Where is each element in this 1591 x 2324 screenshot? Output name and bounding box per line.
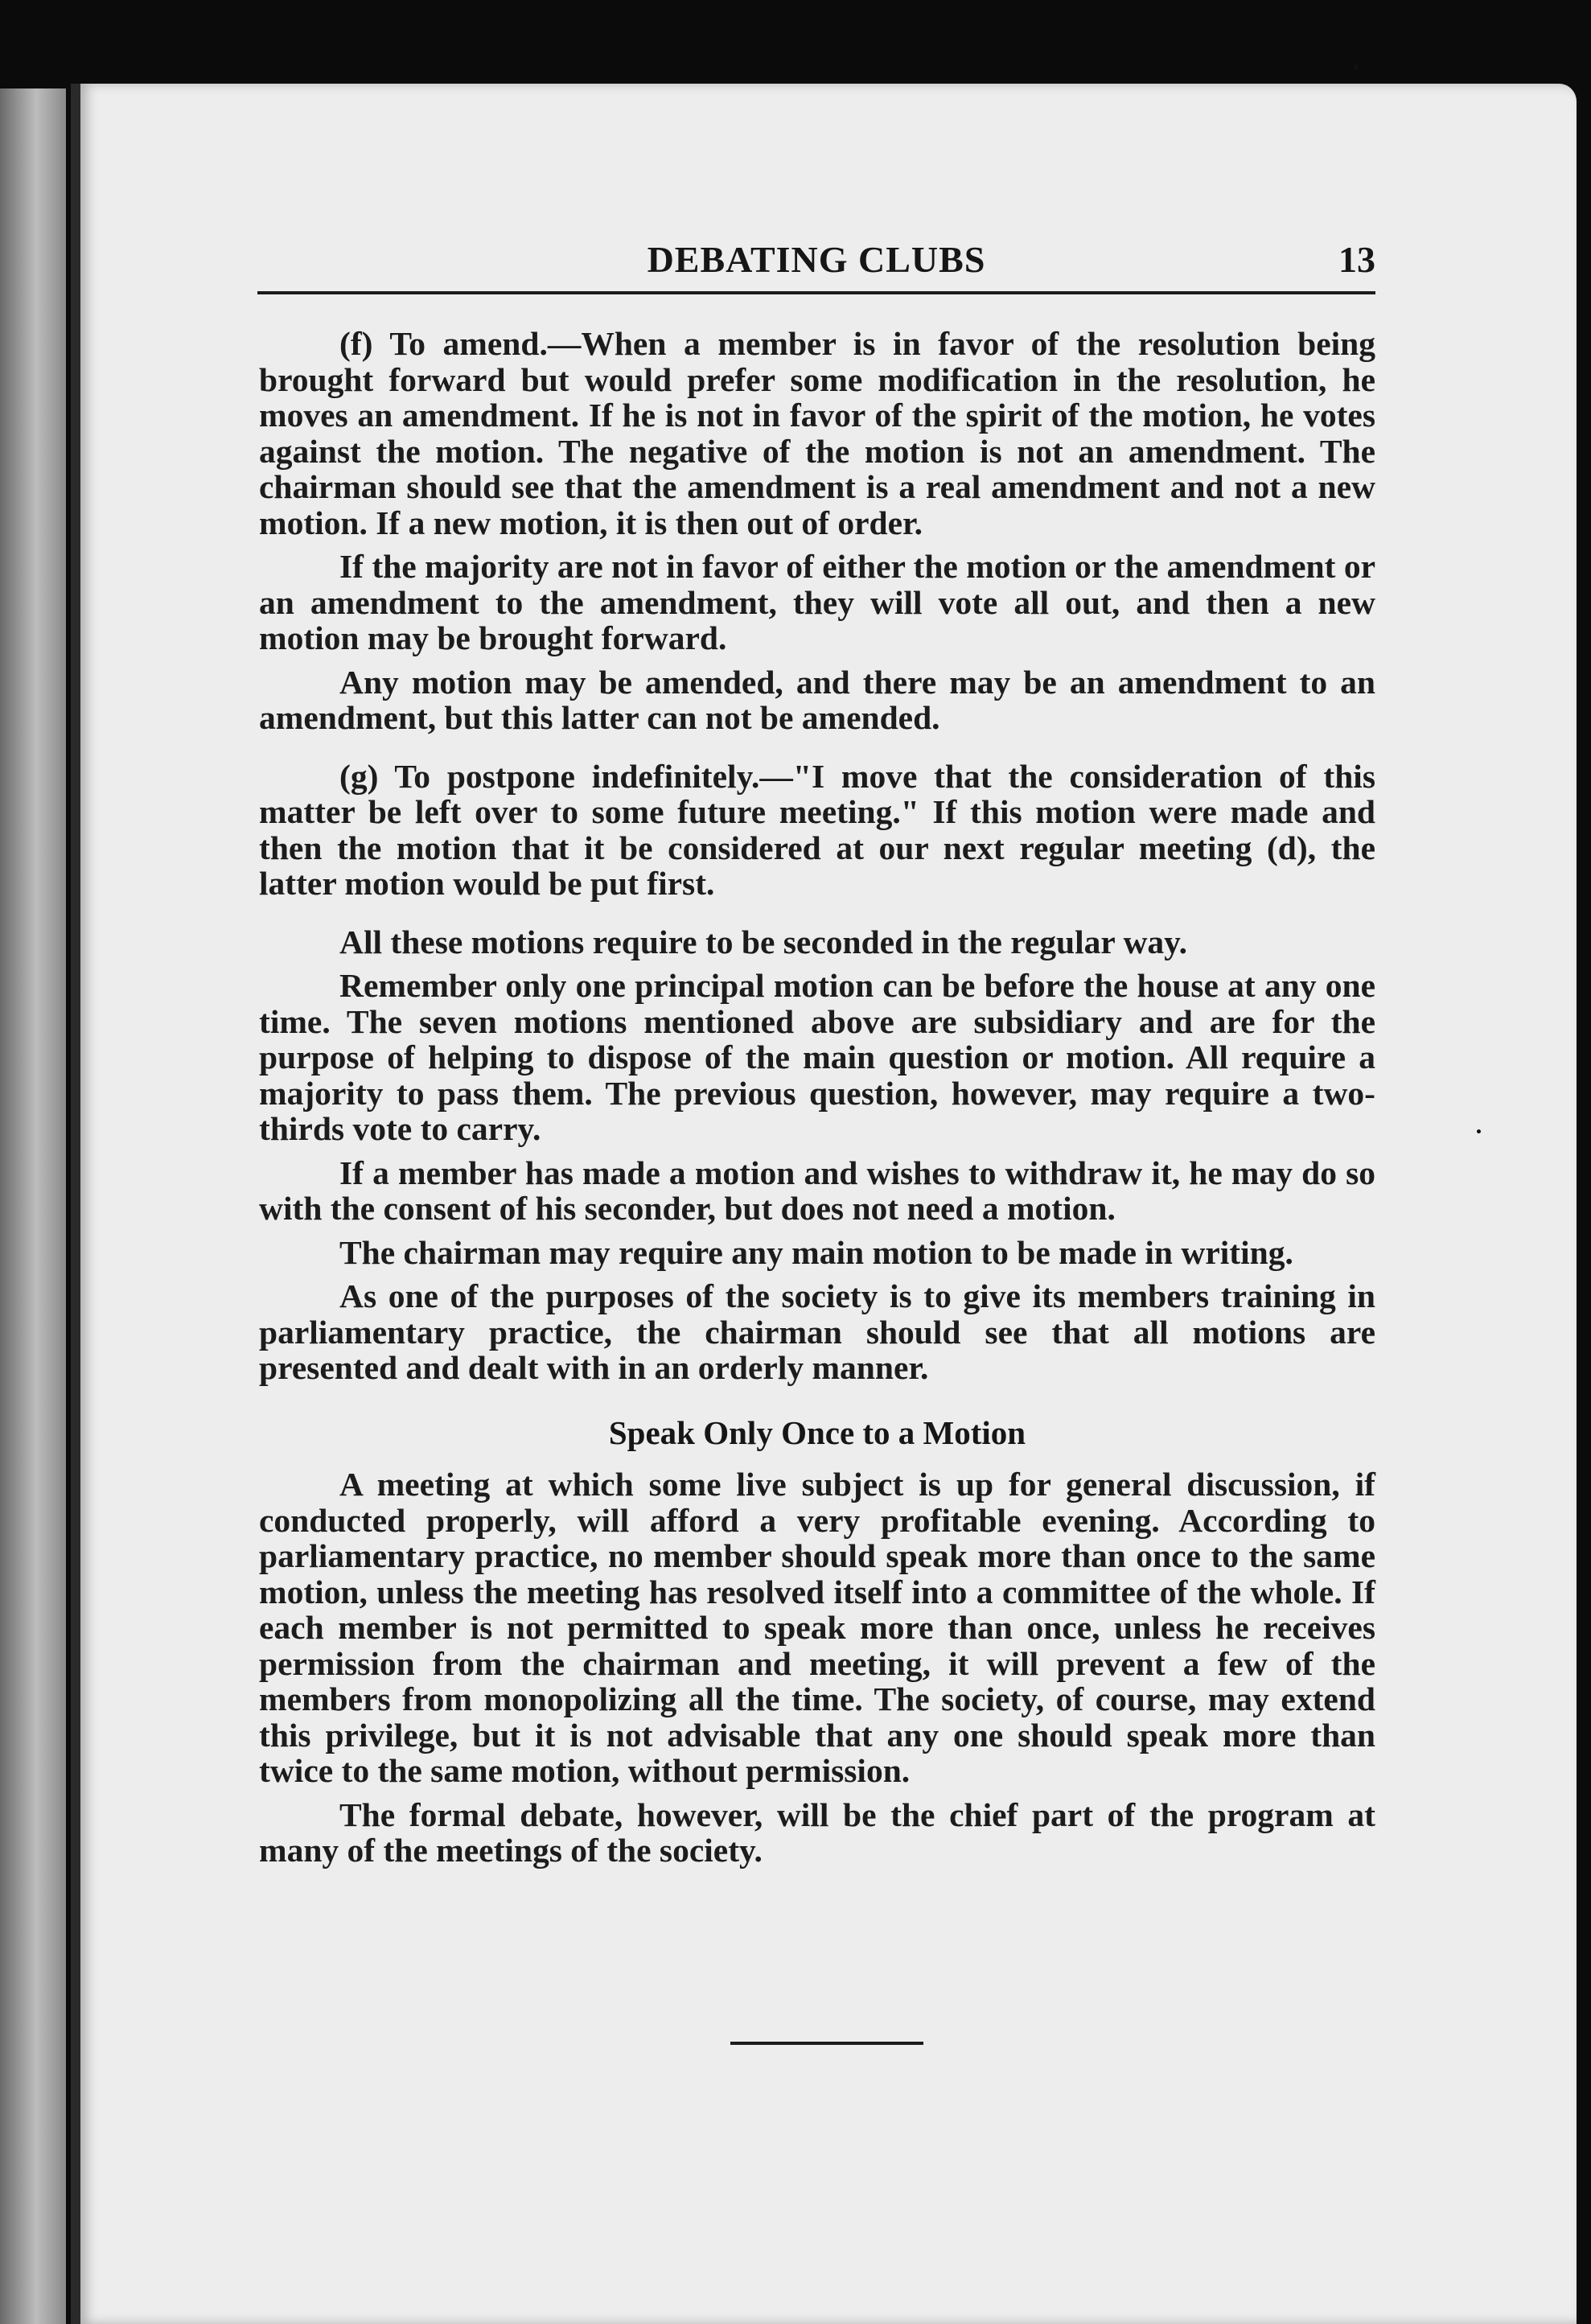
paragraph-text: —When a member is in favor of the resolution being brought forward but would prefer some modification in the resolution, he moves an amendment. If he is not in favor of the spirit of the motion, he votes against the motion. The negative of the motion is not an amendment. The chairman should see that the amendment is a real amendment and not a new motion. If a new motion, it is then out of order. xyxy=(259,325,1375,541)
page-number: 13 xyxy=(1338,239,1375,280)
paragraph-writing: The chairman may require any main motion to be made in writing. xyxy=(339,1233,1293,1271)
paragraph-text: —"I move that the consideration of this matter be left over to some future meeting." If this motion were made and then the motion that it be considered at our next regular meeting (d), the latter motion would be put first. xyxy=(259,757,1375,902)
paragraph-withdraw: If a member has made a motion and wishes to withdraw it, he may do so with the consent of his seconder, but does not need a motion. xyxy=(259,1154,1375,1227)
paragraph-lead-postpone: (g) To postpone indefinitely. xyxy=(339,757,760,795)
paragraph-postpone xyxy=(259,759,1375,902)
paragraph-seconded: All these motions require to be seconded in the regular way. xyxy=(339,923,1188,960)
paragraph-remember: Remember only one principal motion can be before the house at any one time. The seven motions mentioned above are subsidiary and are for the purpose of helping to dispose of the main question or motion. All require a majority to pass them. The previous question, however, may require a two-thirds vote to carry. xyxy=(259,967,1375,1147)
paragraph-amend xyxy=(259,326,1375,541)
paragraph-formal-debate: The formal debate, however, will be the chief part of the program at many of the meetings of the society. xyxy=(259,1795,1375,1869)
paragraph-any-motion: Any motion may be amended, and there may be an amendment to an amendment, but this latter can not be amended. xyxy=(259,663,1375,736)
page-body xyxy=(259,326,1375,1877)
paragraph-majority: If the majority are not in favor of either the motion or the amendment or an amendment to the amendment, they will vote all out, and then a new motion may be brought forward. xyxy=(259,548,1375,656)
end-rule xyxy=(730,2042,923,2045)
section-heading: Speak Only Once to a Motion xyxy=(608,1413,1026,1451)
running-title: DEBATING CLUBS xyxy=(647,239,986,280)
scan-speck xyxy=(1477,1129,1481,1133)
scan-speck xyxy=(1355,64,1358,69)
paragraph-speak: A meeting at which some live subject is up for general discussion, if conducted properly, will afford a very profitable evening. According to parliamentary practice, no member should speak more than once to the same motion, unless the meeting has resolved itself into a committee of the whole. If each member is not permitted to speak more than once, unless he receives permission from the chairman and meeting, it will prevent a few of the members from monopolizing all the time. The society, of course, may extend this privilege, but it is not advisable that any one should speak more than twice to the same motion, without permission. xyxy=(259,1466,1375,1789)
scan-left-margin xyxy=(0,88,66,2324)
paragraph-training: As one of the purposes of the society is to give its members training in parliamentary practice, the chairman should see that all motions are presented and dealt with in an orderly manner. xyxy=(259,1277,1375,1386)
page-header xyxy=(257,233,1375,294)
paragraph-lead-amend: (f) To amend. xyxy=(339,325,548,362)
